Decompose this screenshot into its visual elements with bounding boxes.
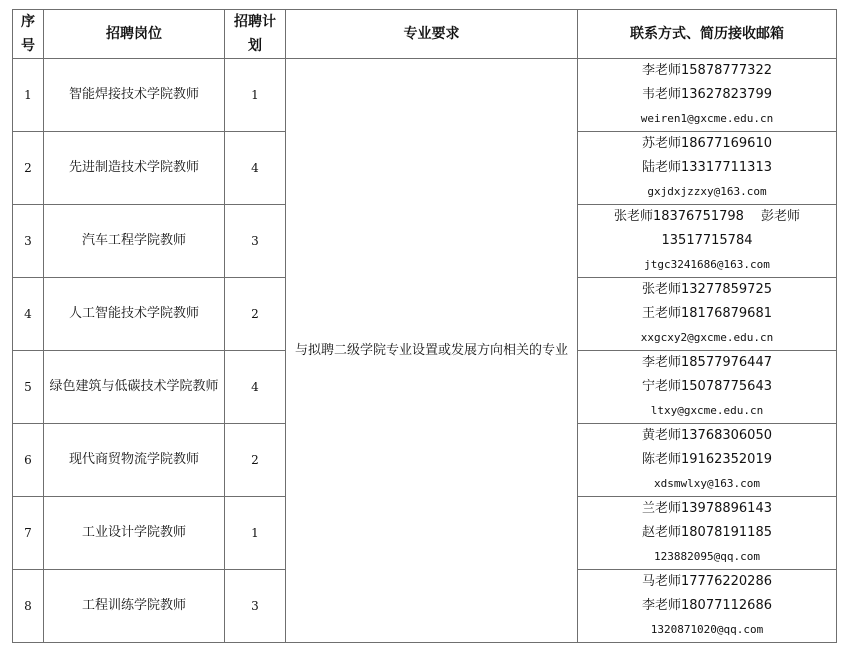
contact-line: 宁老师15078775643 xyxy=(642,379,772,394)
header-quota: 招聘计划 xyxy=(225,10,286,59)
header-contact: 联系方式、简历接收邮箱 xyxy=(578,10,837,59)
contact-line: 张老师18376751798 彭老师 xyxy=(613,209,801,224)
row-contact xyxy=(578,497,837,570)
row-contact xyxy=(578,132,837,205)
contact-line: 李老师15878777322 xyxy=(642,63,772,78)
table-row xyxy=(13,59,837,132)
row-index: 6 xyxy=(13,424,44,497)
row-index: 2 xyxy=(13,132,44,205)
contact-email: ltxy@gxcme.edu.cn xyxy=(650,404,764,417)
contact-line: 韦老师13627823799 xyxy=(642,87,772,102)
row-contact xyxy=(578,59,837,132)
row-position: 现代商贸物流学院教师 xyxy=(44,424,225,497)
row-contact xyxy=(578,351,837,424)
row-index: 4 xyxy=(13,278,44,351)
contact-email: jtgc3241686@163.com xyxy=(644,258,770,271)
header-requirement: 专业要求 xyxy=(286,10,578,59)
row-quota: 1 xyxy=(225,497,286,570)
row-position: 工程训练学院教师 xyxy=(44,570,225,643)
row-quota: 3 xyxy=(225,205,286,278)
row-position: 人工智能技术学院教师 xyxy=(44,278,225,351)
row-quota: 1 xyxy=(225,59,286,132)
contact-email: 1320871020@qq.com xyxy=(650,623,764,636)
row-index: 5 xyxy=(13,351,44,424)
contact-line: 兰老师13978896143 xyxy=(642,501,772,516)
row-quota: 4 xyxy=(225,132,286,205)
row-contact xyxy=(578,424,837,497)
row-index: 8 xyxy=(13,570,44,643)
requirement-cell: 与拟聘二级学院专业设置或发展方向相关的专业 xyxy=(286,59,578,643)
recruitment-table xyxy=(12,9,837,643)
row-contact xyxy=(578,570,837,643)
header-row xyxy=(13,10,837,59)
row-position: 智能焊接技术学院教师 xyxy=(44,59,225,132)
row-index: 7 xyxy=(13,497,44,570)
contact-line: 13517715784 xyxy=(661,233,753,248)
row-index: 3 xyxy=(13,205,44,278)
row-quota: 4 xyxy=(225,351,286,424)
contact-line: 马老师17776220286 xyxy=(642,574,772,589)
row-position: 汽车工程学院教师 xyxy=(44,205,225,278)
contact-email: 123882095@qq.com xyxy=(654,550,760,563)
header-index: 序号 xyxy=(13,10,44,59)
contact-line: 陆老师13317711313 xyxy=(642,160,772,175)
row-index: 1 xyxy=(13,59,44,132)
contact-line: 李老师18077112686 xyxy=(642,598,772,613)
row-position: 绿色建筑与低碳技术学院教师 xyxy=(44,351,225,424)
contact-line: 黄老师13768306050 xyxy=(642,428,772,443)
contact-line: 苏老师18677169610 xyxy=(642,136,772,151)
row-quota: 2 xyxy=(225,424,286,497)
contact-line: 陈老师19162352019 xyxy=(642,452,772,467)
contact-email: gxjdxjzzxy@163.com xyxy=(647,185,767,198)
row-quota: 3 xyxy=(225,570,286,643)
contact-line: 李老师18577976447 xyxy=(642,355,772,370)
header-position: 招聘岗位 xyxy=(44,10,225,59)
row-quota: 2 xyxy=(225,278,286,351)
row-contact xyxy=(578,205,837,278)
contact-line: 赵老师18078191185 xyxy=(642,525,772,540)
contact-email: weiren1@gxcme.edu.cn xyxy=(640,112,774,125)
row-position: 先进制造技术学院教师 xyxy=(44,132,225,205)
row-position: 工业设计学院教师 xyxy=(44,497,225,570)
contact-line: 张老师13277859725 xyxy=(642,282,772,297)
contact-email: xdsmwlxy@163.com xyxy=(654,477,760,490)
row-contact xyxy=(578,278,837,351)
contact-line: 王老师18176879681 xyxy=(642,306,772,321)
contact-email: xxgcxy2@gxcme.edu.cn xyxy=(640,331,774,344)
